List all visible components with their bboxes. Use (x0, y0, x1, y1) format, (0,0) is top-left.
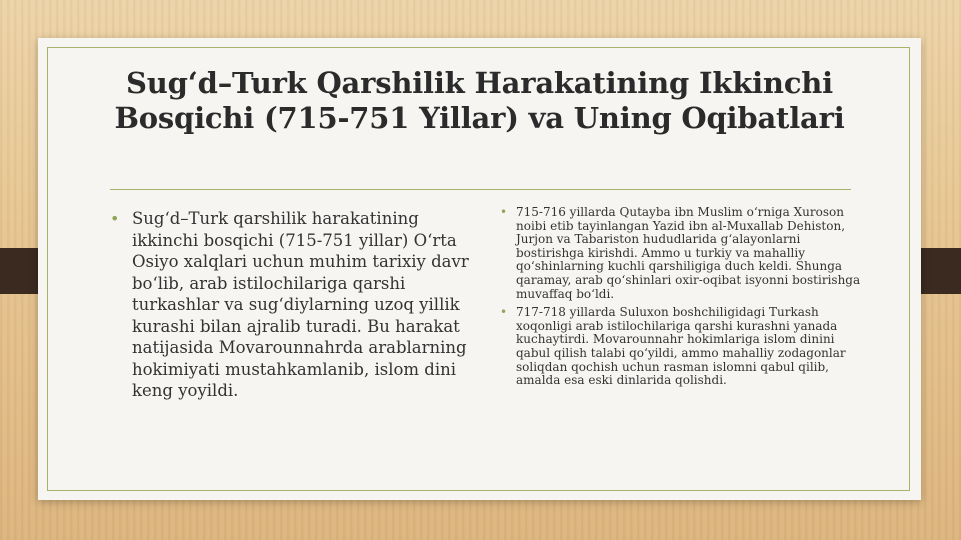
slide-title (58, 66, 901, 136)
slide-card (38, 38, 921, 500)
left-column (110, 208, 477, 402)
right-bullet-text: 717-718 yillarda Suluxon boshchiligidagi Turkash xoqonligi arab istilochilariga qarshi kurashni yanada kuchaytirdi. Movarounnahr hokimlariga islom dinini qabul qilish talabi qo‘yildi, ammo mahalliy zodagonlar soliqdan qochish uchun rasman islomni qabul qilib, amalda esa eski dinlarida qolishdi. (516, 305, 846, 388)
title-divider (110, 189, 851, 190)
left-bullet-item (110, 208, 477, 402)
left-bullet-text: Sug‘d–Turk qarshilik harakatining ikkinchi bosqichi (715-751 yillar) O‘rta Osiyo xalqlari uchun muhim tarixiy davr bo‘lib, arab istilochilariga qarshi turkashlar va sug‘diylarning uzoq yillik kurashi bilan ajralib turadi. Bu harakat natijasida Movarounnahrda arablarning hokimiyati mustahkamlanib, islom dini keng yoyildi. (132, 209, 469, 400)
right-column (500, 205, 861, 388)
slide-title-line-1: Sug‘d–Turk Qarshilik Harakatining Ikkinchi (126, 66, 833, 100)
right-bullet-item (500, 305, 861, 388)
bullet-dot-icon: • (500, 205, 508, 219)
right-bullet-text: 715-716 yillarda Qutayba ibn Muslim o‘rniga Xuroson noibi etib tayinlangan Yazid ibn al-Muxallab Dehiston, Jurjon va Tabariston hududlarida g‘alayonlarni bostirishga kirishdi. Ammo u turkiy va mahalliy qo‘shinlarning kuchli qarshiligiga duch keldi. Shunga qaramay, arab qo‘shinlari oxir-oqibat isyonni bostirishga muvaffaq bo‘ldi. (516, 205, 861, 301)
slide-title-line-2: Bosqichi (715-751 Yillar) va Uning Oqibatlari (114, 101, 845, 135)
bullet-dot-icon: • (110, 209, 120, 228)
left-dark-band (0, 248, 40, 294)
bullet-dot-icon: • (500, 305, 508, 320)
right-bullet-item (500, 205, 861, 301)
